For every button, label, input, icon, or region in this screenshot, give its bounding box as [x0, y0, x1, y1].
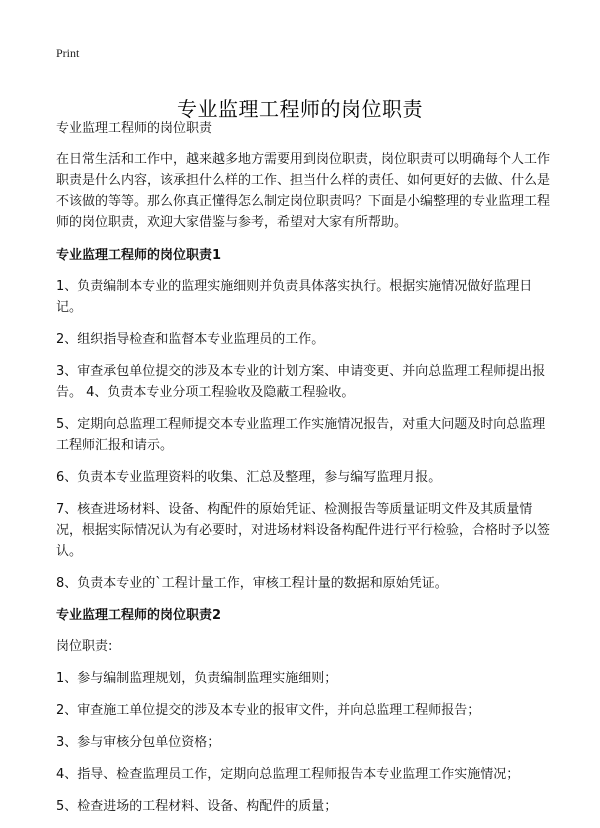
section-1-item: 8、负责本专业的`工程计量工作，审核工程计量的数据和原始凭证。 — [56, 576, 448, 591]
document-subtitle: 专业监理工程师的岗位职责 — [56, 121, 213, 136]
section-2-item: 1、参与编制监理规划，负责编制监理实施细则； — [56, 671, 338, 686]
section-1-item: 6、负责本专业监理资料的收集、汇总及整理，参与编写监理月报。 — [56, 470, 442, 485]
section-1-item: 3、审查承包单位提交的涉及本专业的计划方案、申请变更、并向总监理工程师提出报告。 4、负责本专业分项工程验收及隐蔽工程验收。 — [56, 364, 546, 400]
document-title: 专业监理工程师的岗位职责 — [177, 97, 423, 122]
section-2-item: 2、审查施工单位提交的涉及本专业的报审文件，并向总监理工程师报告； — [56, 703, 481, 718]
section-2-item: 3、参与审核分包单位资格； — [56, 735, 221, 750]
section-1-item: 2、组织指导检查和监督本专业监理员的工作。 — [56, 332, 325, 347]
section-2-item: 4、指导、检查监理员工作，定期向总监理工程师报告本专业监理工作实施情况； — [56, 767, 520, 782]
print-label: Print — [56, 46, 80, 60]
intro-paragraph: 在日常生活和工作中，越来越多地方需要用到岗位职责，岗位职责可以明确每个人工作职责是什么内容，该承担什么样的工作、担当什么样的责任、如何更好的去做、什么是不该做的等等。那么你真正懂得怎么制定岗位职责吗？下面是小编整理的专业监理工程师的岗位职责，欢迎大家借鉴与参考，希望对大家有所帮助。 — [56, 152, 551, 230]
section-1-item: 7、核查进场材料、设备、构配件的原始凭证、检测报告等质量证明文件及其质量情况，根据实际情况认为有必要时，对进场材料设备构配件进行平行检验，合格时予以签认。 — [56, 502, 551, 559]
section-1-item: 1、负责编制本专业的监理实施细则并负责具体落实执行。根据实施情况做好监理日记。 — [56, 279, 533, 315]
document-body — [56, 118, 550, 828]
section-2-item: 5、检查进场的工程材料、设备、构配件的质量； — [56, 799, 338, 814]
section-2-lead: 岗位职责: — [56, 639, 113, 654]
section-1-item: 5、定期向总监理工程师提交本专业监理工作实施情况报告，对重大问题及时向总监理工程师汇报和请示。 — [56, 417, 546, 453]
section-2-heading: 专业监理工程师的岗位职责2 — [56, 608, 222, 623]
section-1-heading: 专业监理工程师的岗位职责1 — [56, 248, 222, 263]
